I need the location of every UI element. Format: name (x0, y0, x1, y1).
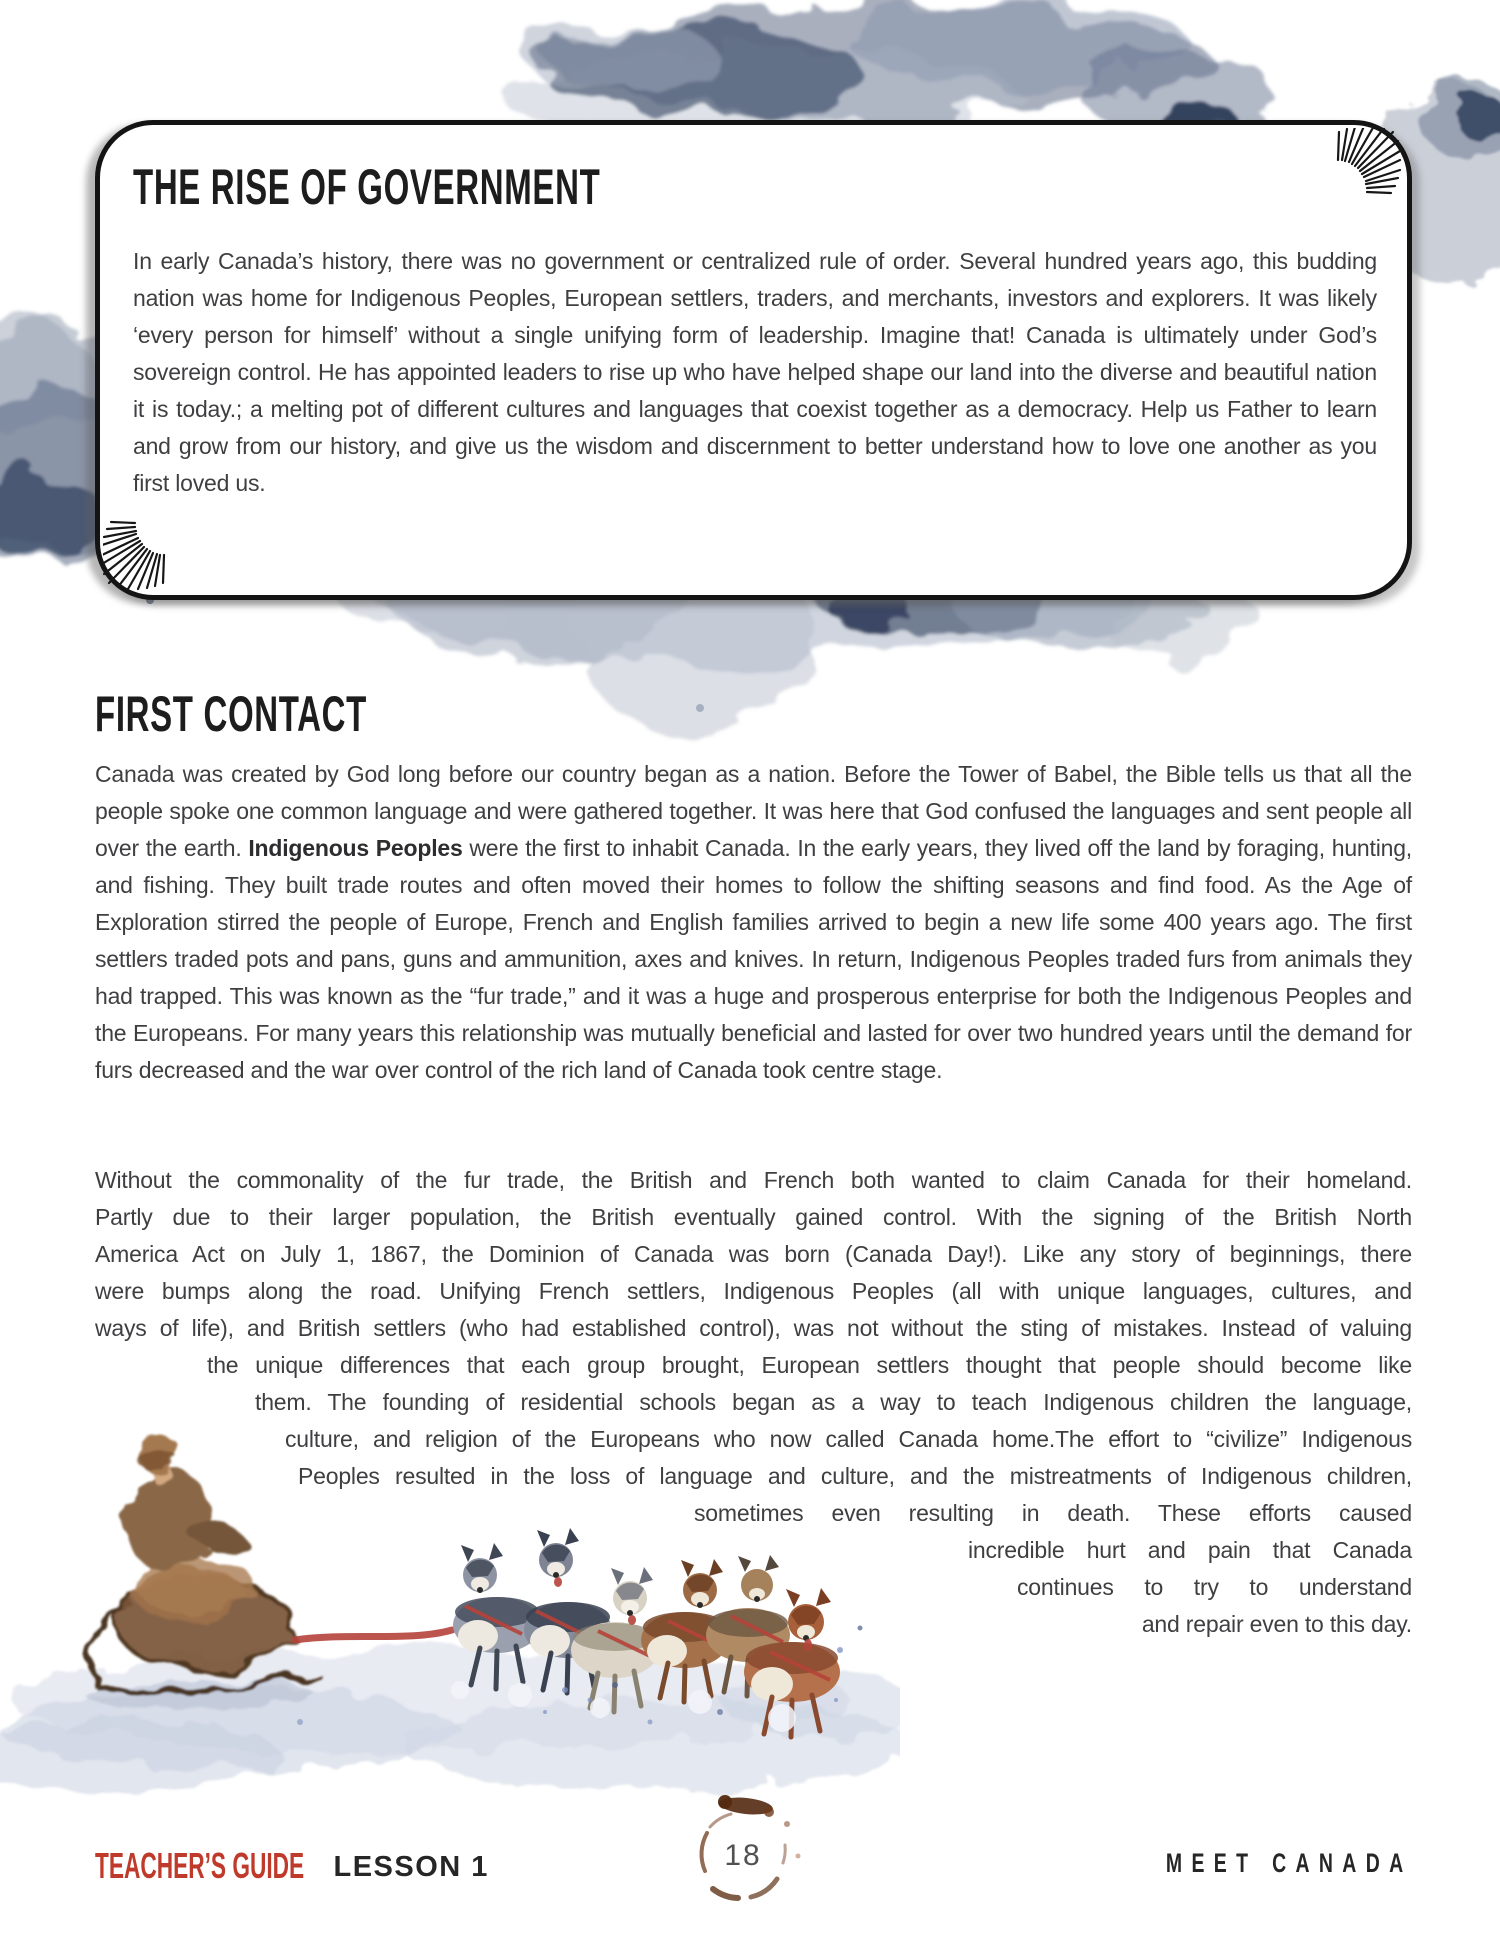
footer-left (95, 1845, 489, 1887)
footer-right (1070, 1848, 1413, 1879)
box-paragraph: In early Canada’s history, there was no government or centralized rule of order. Several hundred years ago, this budding nation was home for Indigenous Peoples, European settlers, traders, and merchants, investors and explorers. It was likely ‘every person for himself’ without a single unifying form of leadership. Imagine that! Canada is ultimately under God’s sovereign control. He has appointed leaders to rise up who have helped shape our land into the diverse and beautiful nation it is today.; a melting pot of different cultures and languages that coexist together as a democracy. Help us Father to learn and grow from our history, and give us the wisdom and discernment to better understand how to love one another as you first loved us. (133, 248, 1377, 496)
paragraph-line: Peoples resulted in the loss of language and culture, and the mistreatments of Indigenous children, (298, 1463, 1412, 1489)
teachers-guide-label: TEACHER’S GUIDE (95, 1845, 305, 1886)
paragraph-line: incredible hurt and pain that Canada (968, 1537, 1412, 1563)
brand-label: MEET CANADA (1165, 1848, 1412, 1878)
paragraph-line: America Act on July 1, 1867, the Dominion of Canada was born (Canada Day!). Like any story of beginnings, there (95, 1241, 1412, 1267)
paragraph-line: and repair even to this day. (1141, 1611, 1412, 1637)
paragraph-line: continues to try to understand (1017, 1574, 1412, 1600)
paragraph-line: culture, and religion of the Europeans who now called Canada home.The effort to “civilize” Indigenous (285, 1426, 1412, 1452)
page-number-stain (683, 1793, 808, 1918)
paragraph-line: sometimes even resulting in death. These efforts caused (694, 1500, 1412, 1526)
paragraph-text: were the first to inhabit Canada. In the early years, they lived off the land by foraging, hunting, and fishing. They built trade routes and often moved their homes to follow the shifting seasons and find food. As the Age of Exploration stirred the people of Europe, French and English families arrived to begin a new life some 400 years ago. The first settlers traded pots and pans, guns and ammunition, axes and knives. In return, Indigenous Peoples traded furs from animals they had trapped. This was known as the “fur trade,” and it was a huge and prosperous enterprise for both the Indigenous Peoples and the Europeans. For many years this relationship was mutually beneficial and lasted for over two hundred years until the demand for furs decreased and the war over control of the rich land of Canada took centre stage. (95, 835, 1412, 1083)
box-title: THE RISE OF GOVERNMENT (133, 159, 601, 215)
paragraph-line: the unique differences that each group brought, European settlers thought that people should become like (207, 1352, 1412, 1378)
dog-sled-illustration (0, 1400, 900, 1820)
lesson-label: LESSON 1 (333, 1851, 489, 1883)
first-contact-title: FIRST CONTACT (95, 686, 367, 742)
rise-of-government-box (95, 120, 1412, 600)
paragraph-text: Canada was created by God long before our country began as a nation. Before the Tower of Babel, the Bible tells us that all the people spoke one common language and were gathered together. It was here that God confused the languages and sent people all over the earth. (95, 761, 1412, 861)
paragraph-line: Without the commonality of the fur trade, the British and French both wanted to claim Canada for their homeland. (95, 1167, 1412, 1193)
paragraph-line: ways of life), and British settlers (who had established control), was not without the sting of mistakes. Instead of valuing (95, 1315, 1412, 1341)
first-contact-paragraph-1 (95, 756, 1412, 1089)
paragraph-line: Partly due to their larger population, the British eventually gained control. With the signing of the British North (95, 1204, 1412, 1230)
bold-indigenous-peoples: Indigenous Peoples (248, 835, 463, 861)
page-number: 18 (724, 1839, 762, 1872)
paragraph-line: them. The founding of residential schools began as a way to teach Indigenous children the language, (255, 1389, 1412, 1415)
paragraph-line: were bumps along the road. Unifying French settlers, Indigenous Peoples (all with unique languages, cultures, and (95, 1278, 1412, 1304)
